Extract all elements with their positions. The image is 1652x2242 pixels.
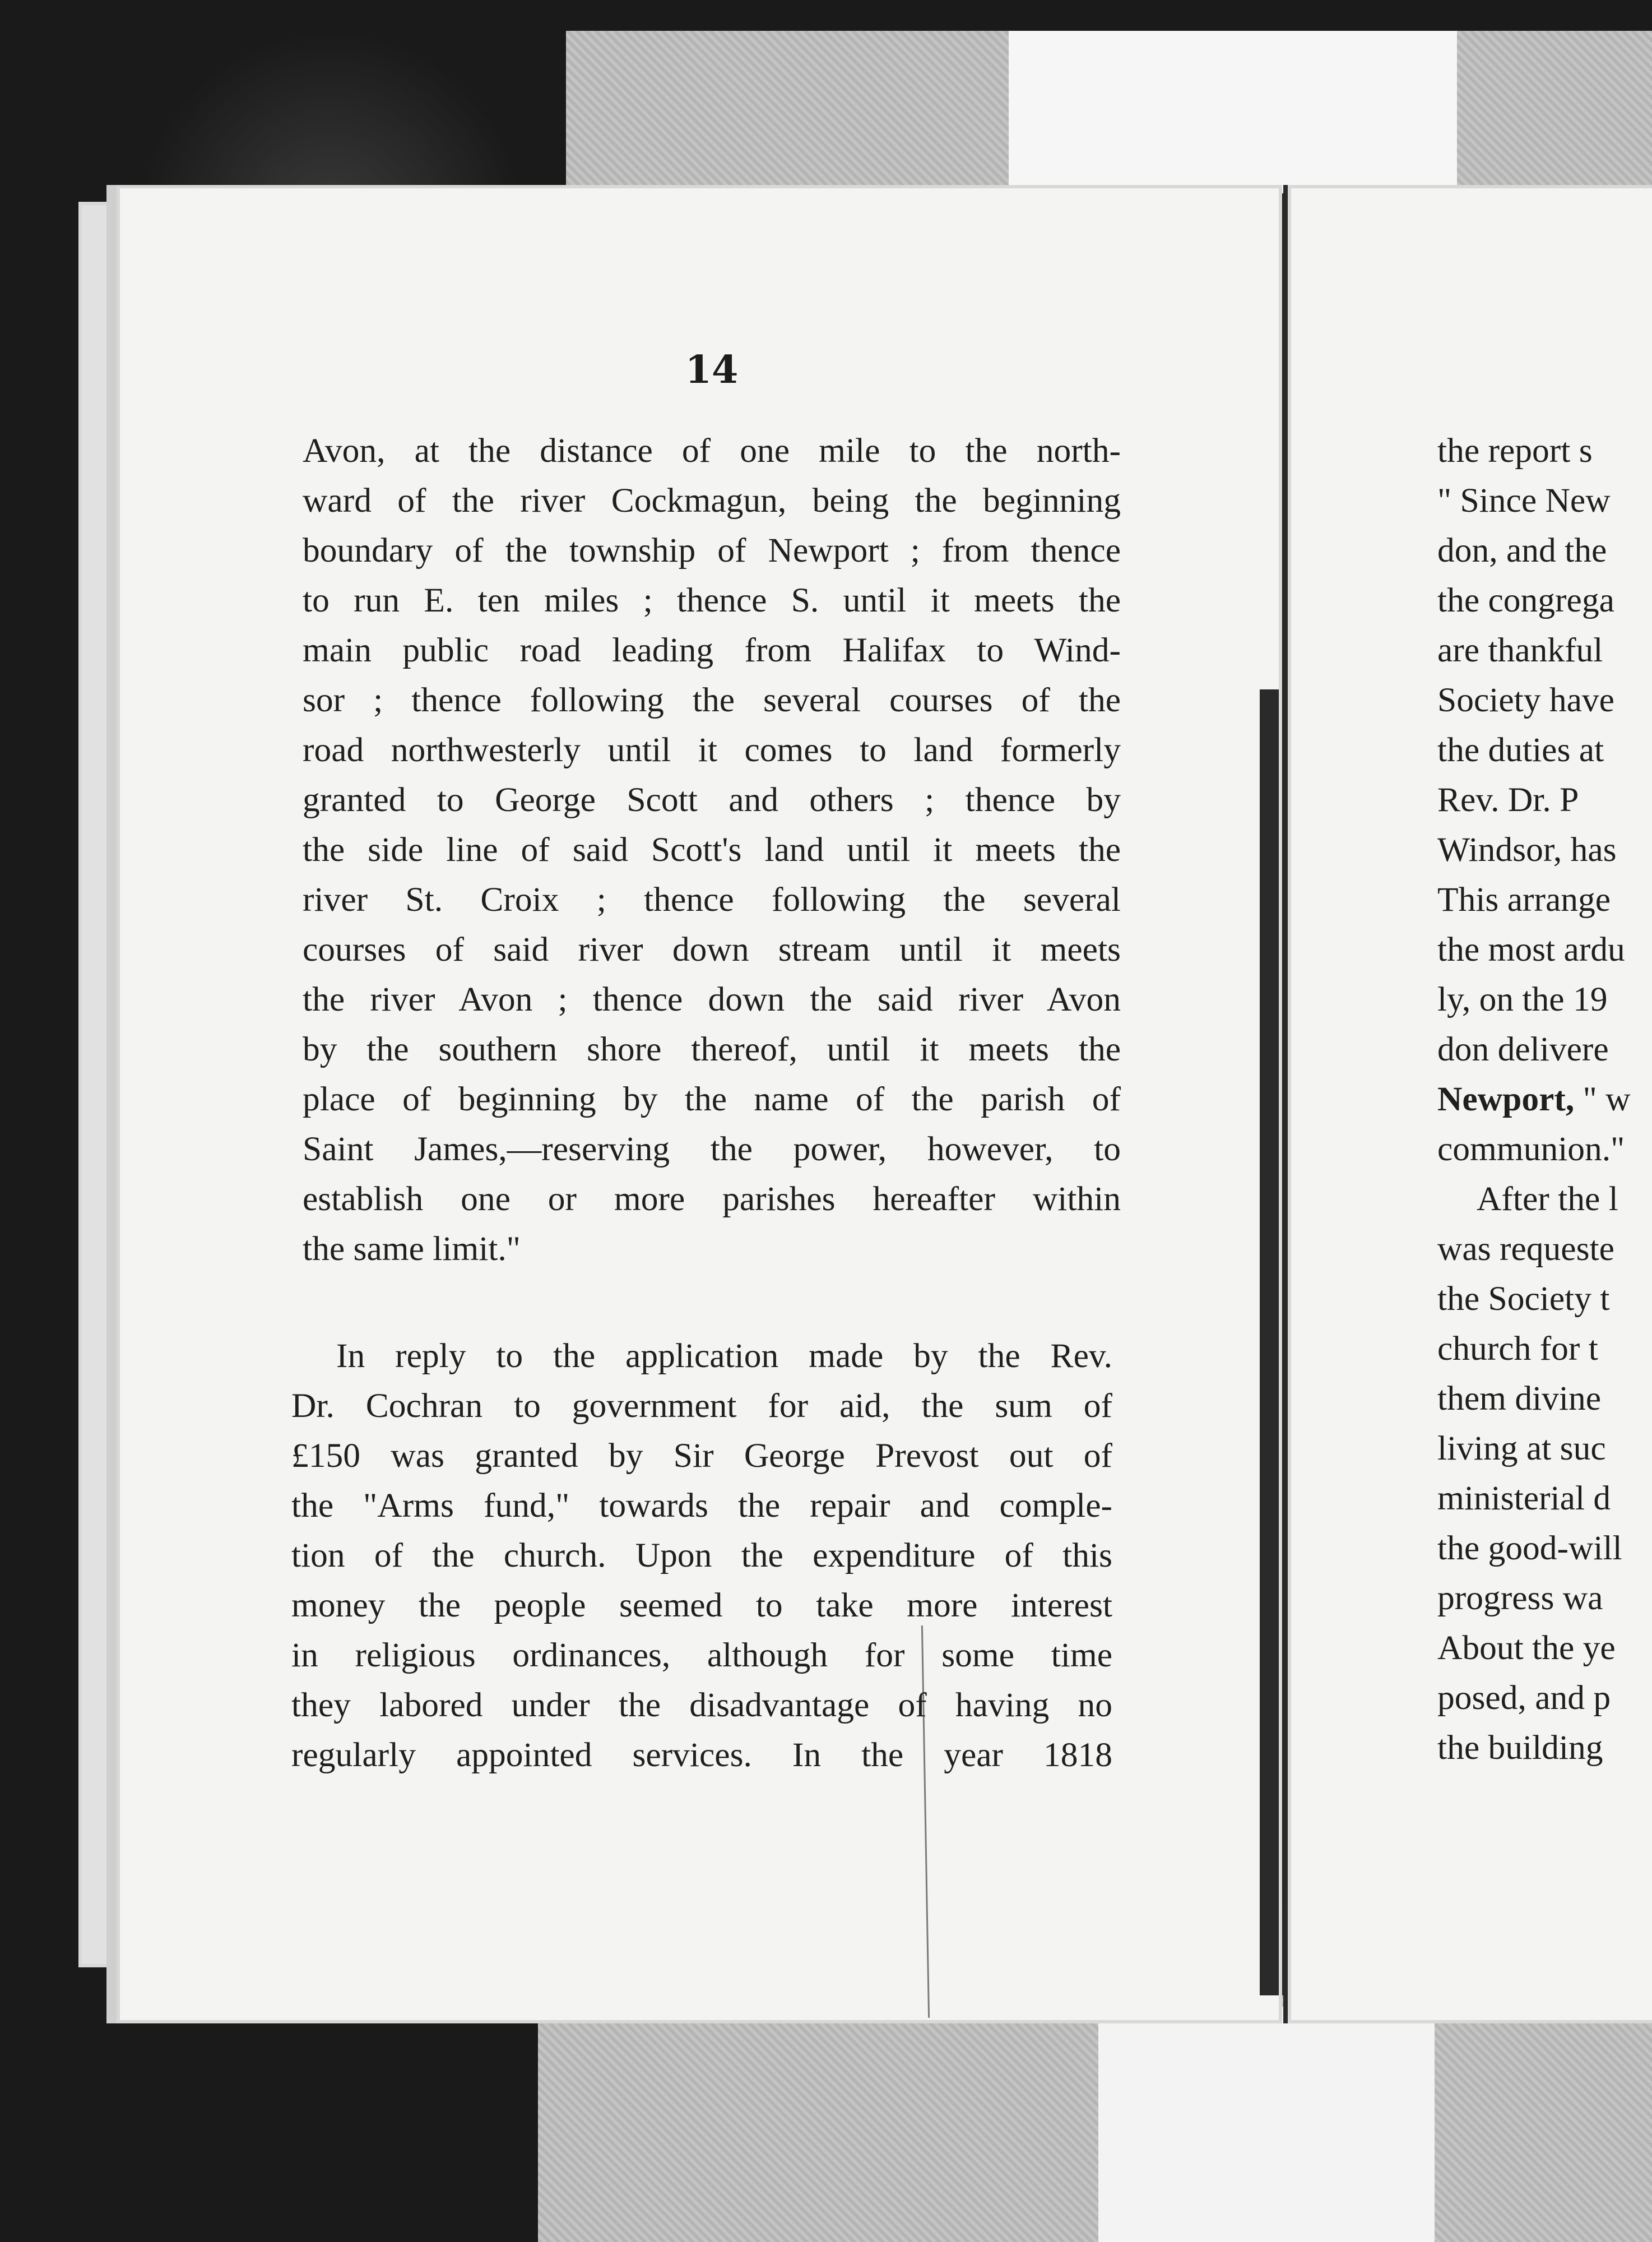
right-page-line: About the ye — [1437, 1629, 1616, 1667]
right-page-line: " Since New — [1437, 481, 1611, 520]
paragraph-line: regularly appointed services. In the year 1818 — [291, 1736, 1112, 1774]
newport-rest-text: " w — [1574, 1080, 1631, 1118]
paragraph-line: boundary of the township of Newport ; from thence — [303, 531, 1121, 569]
paragraph-line: in religious ordinances, although for some time — [291, 1636, 1112, 1674]
paragraph-line: establish one or more parishes hereafter within — [303, 1180, 1121, 1218]
right-page-line: them divine — [1437, 1379, 1602, 1418]
paragraph-line: tion of the church. Upon the expenditure of this — [291, 1536, 1112, 1574]
backing-board-bottom — [538, 1995, 1652, 2242]
paragraph-line: road northwesterly until it comes to land formerly — [303, 731, 1121, 769]
right-page-line: the good-will — [1437, 1529, 1622, 1567]
right-page-line: the building — [1437, 1729, 1603, 1767]
paragraph-line: the river Avon ; thence down the said river Avon — [303, 980, 1121, 1018]
paragraph-line: to run E. ten miles ; thence S. until it meets the — [303, 581, 1121, 619]
right-page-line: the most ardu — [1437, 930, 1625, 969]
right-page-line: church for t — [1437, 1330, 1598, 1368]
paragraph-line: money the people seemed to take more interest — [291, 1586, 1112, 1624]
paragraph-line: sor ; thence following the several courses of the — [303, 681, 1121, 719]
paragraph-line: place of beginning by the name of the parish of — [303, 1080, 1121, 1118]
right-page-line: was requeste — [1437, 1230, 1614, 1268]
right-page-line: posed, and p — [1437, 1679, 1611, 1717]
right-page-line: ly, on the 19 — [1437, 980, 1608, 1018]
left-paragraph-1 — [303, 426, 1121, 1274]
right-page-line: After the l — [1477, 1180, 1618, 1218]
paragraph-line: courses of said river down stream until it meets — [303, 930, 1121, 969]
right-page-line: This arrange — [1437, 881, 1611, 919]
right-line-communion: communion." — [1437, 1130, 1625, 1168]
paragraph-line: granted to George Scott and others ; thence by — [303, 781, 1121, 819]
newport-bold-text: Newport, — [1437, 1080, 1575, 1118]
paragraph-line: they labored under the disadvantage of having no — [291, 1686, 1112, 1724]
right-page-line: don delivere — [1437, 1030, 1609, 1068]
page-number: 14 — [685, 348, 739, 392]
book-gutter — [1260, 689, 1279, 1995]
right-page-line: the report s — [1437, 432, 1593, 470]
paragraph-line: river St. Croix ; thence following the several — [303, 881, 1121, 919]
paragraph-line: £150 was granted by Sir George Prevost out of — [291, 1437, 1112, 1475]
right-page-line: progress wa — [1437, 1579, 1603, 1617]
backing-card-bottom — [1098, 2007, 1435, 2242]
right-page-line: don, and the — [1437, 531, 1607, 569]
right-page-line: Society have — [1437, 681, 1614, 719]
right-page-line: the congrega — [1437, 581, 1614, 619]
paragraph-line: the same limit." — [303, 1230, 521, 1268]
paragraph-line: main public road leading from Halifax to Wind- — [303, 631, 1121, 669]
right-page-line: ministerial d — [1437, 1479, 1611, 1517]
paragraph-line: Dr. Cochran to government for aid, the sum of — [291, 1387, 1112, 1425]
right-page-line: the Society t — [1437, 1280, 1610, 1318]
paragraph-line: In reply to the application made by the Rev. — [336, 1337, 1112, 1375]
paragraph-line: by the southern shore thereof, until it meets the — [303, 1030, 1121, 1068]
right-line-newport — [1437, 1074, 1652, 1124]
paragraph-line: ward of the river Cockmagun, being the beginning — [303, 481, 1121, 520]
paragraph-line: Avon, at the distance of one mile to the north- — [303, 432, 1121, 470]
backing-card-top — [1009, 31, 1457, 193]
right-page-column — [1437, 426, 1652, 1773]
paragraph-line: the "Arms fund," towards the repair and comple- — [291, 1486, 1112, 1525]
right-page-line: Rev. Dr. P — [1437, 781, 1579, 819]
paragraph-line: the side line of said Scott's land until it meets the — [303, 831, 1121, 869]
paragraph-line: Saint James,—reserving the power, however, to — [303, 1130, 1121, 1168]
right-page-line: Windsor, has — [1437, 831, 1617, 869]
right-page-line: are thankful — [1437, 631, 1603, 669]
left-paragraph-2 — [291, 1331, 1112, 1780]
right-page-line: the duties at — [1437, 731, 1604, 769]
right-page-line: living at suc — [1437, 1429, 1606, 1467]
